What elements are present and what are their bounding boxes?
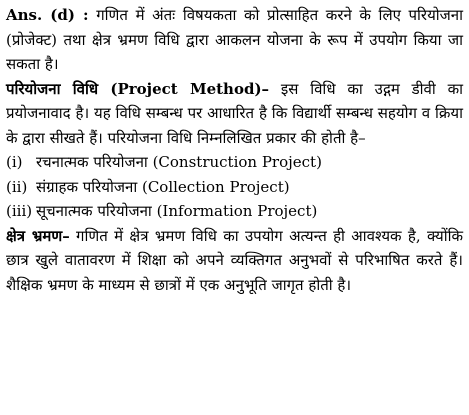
project-method-paragraph	[6, 77, 463, 151]
list-item-marker: (iii)	[6, 202, 33, 220]
field-trip-paragraph	[6, 224, 463, 298]
project-types-list	[6, 150, 463, 224]
answer-text: गणित में अंतः विषयकता को प्रोत्साहित करने के लिए परियोजना (प्रोजेक्ट) तथा क्षेत्र भ्रमण विधि द्वारा आकलन योजना के रूप में उपयोग किया जा सकता है।	[6, 6, 463, 73]
list-item	[6, 199, 463, 224]
list-item-text: सूचनात्मक परियोजना (Information Project)	[36, 202, 318, 220]
project-method-text: इस विधि का उद्गम डीवी का प्रयोजनावाद है। यह विधि सम्बन्ध पर आधारित है कि विद्यार्थी सम्बन्ध सहयोग व क्रिया के द्वारा सीखते हैं। परियोजना विधि निम्नलिखित प्रकार की होती है–	[6, 79, 463, 147]
answer-label: Ans. (d) :	[6, 6, 89, 24]
list-item-marker: (ii)	[6, 177, 28, 196]
list-item-marker: (i)	[6, 153, 23, 171]
field-trip-heading: क्षेत्र भ्रमण–	[6, 226, 70, 245]
list-item	[6, 150, 463, 175]
list-item-text: रचनात्मक परियोजना (Construction Project)	[36, 153, 322, 171]
field-trip-text: गणित में क्षेत्र भ्रमण विधि का उपयोग अत्यन्त ही आवश्यक है, क्योंकि छात्र खुले वातावरण में शिक्षा को अपने व्यक्तिगत अनुभवों से परिभाषित करते हैं। शैक्षिक भ्रमण के माध्यम से छात्रों में एक अनुभूति जागृत होती है।	[6, 226, 463, 294]
list-item	[6, 175, 463, 200]
list-item-text: संग्राहक परियोजना (Collection Project)	[36, 177, 290, 196]
answer-paragraph	[6, 3, 463, 77]
project-method-heading: परियोजना विधि (Project Method)–	[6, 79, 270, 98]
